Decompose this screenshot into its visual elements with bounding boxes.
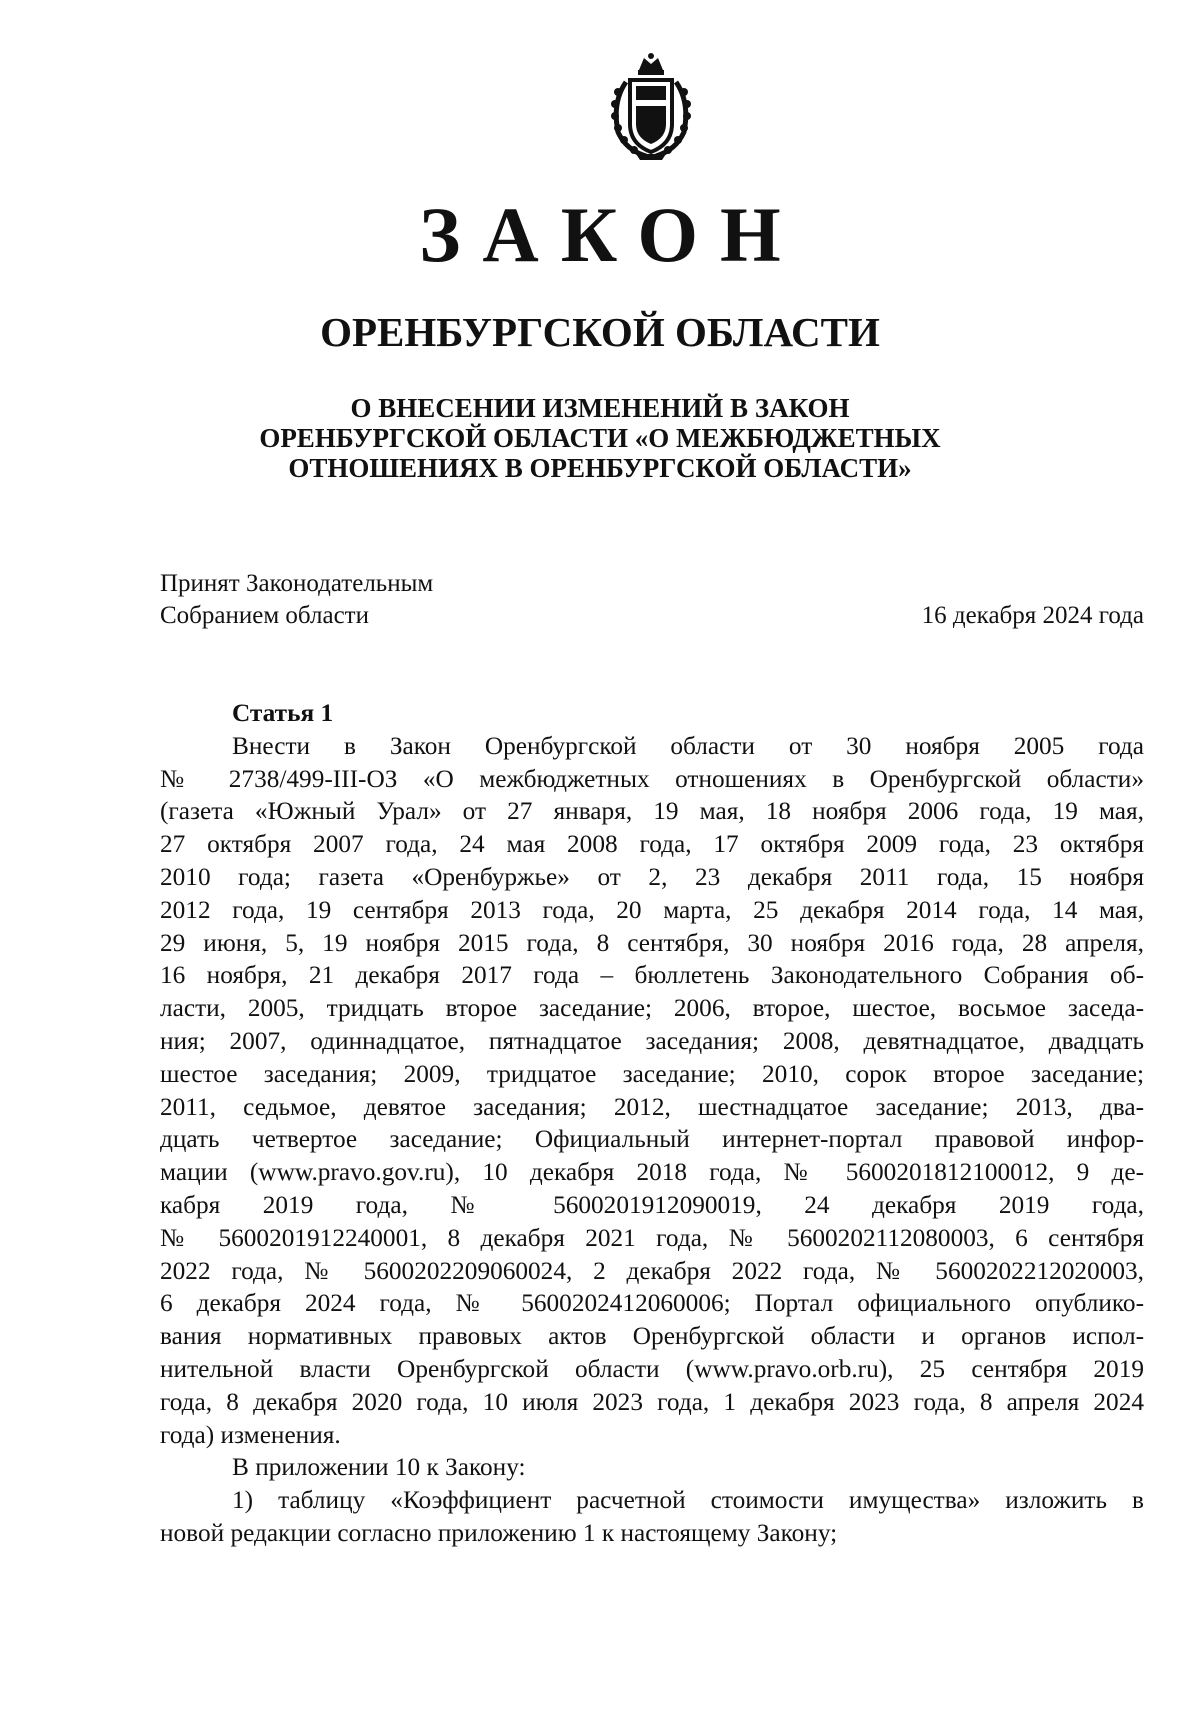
- body-line: 2011, седьмое, девятое заседания; 2012, шестнадцатое заседание; 2013, два-: [160, 1092, 1144, 1121]
- body-line: 2010 года; газета «Оренбуржье» от 2, 23 декабря 2011 года, 15 ноября: [160, 862, 1144, 891]
- body-line: года) изменения.: [160, 1420, 341, 1449]
- body-line: (газета «Южный Урал» от 27 января, 19 мая, 18 ноября 2006 года, 19 мая,: [160, 797, 1144, 826]
- body-line: 2022 года, № 5600202209060024, 2 декабря 2022 года, № 5600202212020003,: [160, 1256, 1144, 1285]
- adoption-line: Собранием области: [160, 602, 369, 629]
- body-line: Внести в Закон Оренбургской области от 30 ноября 2005 года: [232, 731, 1144, 760]
- coat-of-arms-emblem: [606, 52, 696, 162]
- adoption-line: Принят Законодательным: [160, 570, 434, 597]
- body-line: 27 октября 2007 года, 24 мая 2008 года, 17 октября 2009 года, 23 октября: [160, 830, 1144, 859]
- article-body: [160, 697, 1144, 1550]
- body-line: № 5600201912240001, 8 декабря 2021 года, № 5600202112080003, 6 сентября: [160, 1223, 1144, 1252]
- body-line: 2012 года, 19 сентября 2013 года, 20 марта, 25 декабря 2014 года, 14 мая,: [160, 895, 1144, 924]
- item-1-line: новой редакции согласно приложению 1 к настоящему Закону;: [160, 1518, 838, 1547]
- body-line: ласти, 2005, тридцать второе заседание; 2006, второе, шестое, восьмое заседа-: [160, 994, 1144, 1023]
- body-line: ния; 2007, одиннадцатое, пятнадцатое заседания; 2008, девятнадцатое, двадцать: [160, 1026, 1144, 1055]
- body-line: года, 8 декабря 2020 года, 10 июля 2023 года, 1 декабря 2023 года, 8 апреля 2024: [160, 1387, 1144, 1416]
- document-type-heading: ЗАКОН: [419, 191, 803, 278]
- body-line: № 2738/499-III-ОЗ «О межбюджетных отношениях в Оренбургской области»: [160, 764, 1144, 793]
- body-line: шестое заседания; 2009, тридцатое заседание; 2010, сорок второе заседание;: [160, 1059, 1144, 1088]
- body-line: 6 декабря 2024 года, № 5600202412060006; Портал официального опублико-: [160, 1289, 1144, 1318]
- body-line: мации (www.pravo.gov.ru), 10 декабря 2018 года, № 5600201812100012, 9 де-: [160, 1158, 1144, 1187]
- body-line: вания нормативных правовых актов Оренбургской области и органов испол-: [160, 1322, 1144, 1351]
- body-line: кабря 2019 года, № 5600201912090019, 24 декабря 2019 года,: [160, 1190, 1144, 1219]
- law-title-line: ОРЕНБУРГСКОЙ ОБЛАСТИ «О МЕЖБЮДЖЕТНЫХ: [259, 423, 941, 453]
- adoption-date: 16 декабря 2024 года: [921, 602, 1144, 629]
- law-title-line: ОТНОШЕНИЯХ В ОРЕНБУРГСКОЙ ОБЛАСТИ»: [288, 453, 912, 483]
- body-line: нительной власти Оренбургской области (www.pravo.orb.ru), 25 сентября 2019: [160, 1354, 1144, 1383]
- adoption-note: [160, 568, 433, 632]
- body-line: дцать четвертое заседание; Официальный интернет-портал правовой инфор-: [160, 1125, 1144, 1154]
- body-line: 16 ноября, 21 декабря 2017 года – бюллетень Законодательного Собрания об-: [160, 961, 1144, 990]
- law-title: [0, 393, 1200, 483]
- article-heading: Статья 1: [232, 699, 334, 727]
- appendix-intro: В приложении 10 к Закону:: [232, 1453, 526, 1482]
- item-1-line: 1) таблицу «Коэффициент расчетной стоимости имущества» изложить в: [232, 1486, 1144, 1515]
- law-title-line: О ВНЕСЕНИИ ИЗМЕНЕНИЙ В ЗАКОН: [350, 393, 850, 423]
- region-heading: ОРЕНБУРГСКОЙ ОБЛАСТИ: [320, 309, 880, 355]
- body-line: 29 июня, 5, 19 ноября 2015 года, 8 сентября, 30 ноября 2016 года, 28 апреля,: [160, 928, 1144, 957]
